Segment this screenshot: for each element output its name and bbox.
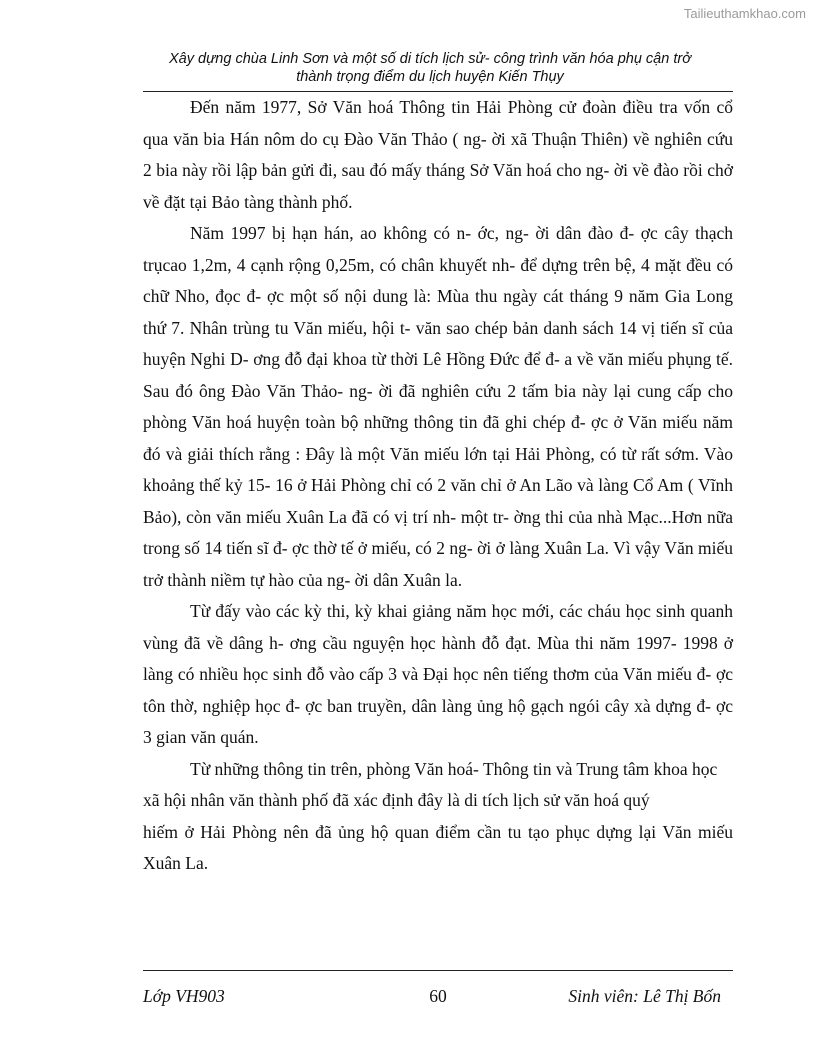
footer-class: Lớp VH903: [143, 986, 225, 1006]
paragraph-1: Đến năm 1977, Sở Văn hoá Thông tin Hải Phòng cử đoàn điều tra vốn cổ qua văn bia Hán nôm do cụ Đào Văn Thảo ( ng- ời xã Thuận Thiên) về nghiên cứu 2 bia này rồi lập bản gửi đi, sau đó mấy tháng Sở Văn hoá cho ng- ời về đào rồi chở về đặt tại Bảo tàng thành phố.: [143, 97, 733, 212]
watermark: Tailieuthamkhao.com: [683, 6, 806, 21]
header-title-line-2: thành trọng điểm du lịch huyện Kiến Thụy: [296, 69, 564, 85]
body-text: [143, 92, 733, 880]
paragraph-4: Từ những thông tin trên, phòng Văn hoá- Thông tin và Trung tâm khoa học xã hội nhân văn thành phố đã xác định đây là di tích lịch sử văn hoá quý: [143, 758, 718, 810]
footer-divider: [143, 970, 733, 971]
page-header: [120, 50, 740, 86]
paragraph-3: Từ đấy vào các kỳ thi, kỳ khai giảng năm học mới, các cháu học sinh quanh vùng đã về dâng h- ơng cầu nguyện học hành đỗ đạt. Mùa thi năm 1997- 1998 ở làng có nhiều học sinh đỗ vào cấp 3 và Đại học nên tiếng thơm của Văn miếu đ- ợc tôn thờ, nghiệp học đ- ợc ban truyền, dân làng ủng hộ gạch ngói cây xà dựng đ- ợc 3 gian văn quán.: [143, 601, 733, 747]
paragraph-2: Năm 1997 bị hạn hán, ao không có n- ớc, ng- ời dân đào đ- ợc cây thạch trụcao 1,2m, 4 cạnh rộng 0,25m, có chân khuyết nh- để dựng trên bệ, 4 mặt đều có chữ Nho, đọc đ- ợc một số nội dung là: Mùa thu ngày cát tháng 9 năm Gia Long thứ 7. Nhân trùng tu Văn miếu, hội t- văn sao chép bản danh sách 14 vị tiến sĩ của huyện Nghi D- ơng đỗ đại khoa từ thời Lê Hồng Đức để đ- a về văn miếu phụng tế. Sau đó ông Đào Văn Thảo- ng- ời đã nghiên cứu 2 tấm bia này lại cung cấp cho phòng Văn hoá huyện toàn bộ những thông tin đã ghi chép đ- ợc ở Văn miếu năm đó và giải thích rằng : Đây là một Văn miếu lớn tại Hải Phòng, có từ rất sớm. Vào khoảng thế kỷ 15- 16 ở Hải Phòng chỉ có 2 văn chỉ ở An Lão và làng Cổ Am ( Vĩnh Bảo), còn văn miếu Xuân La đã có vị trí nh- một tr- ờng thi của nhà Mạc...Hơn nữa trong số 14 tiến sĩ đ- ợc thờ tế ở miếu, có 2 ng- ời ở làng Xuân La. Vì vậy Văn miếu trở thành niềm tự hào của ng- ời dân Xuân la.: [143, 223, 733, 590]
page-number: 60: [429, 986, 447, 1006]
header-title-line-1: Xây dựng chùa Linh Sơn và một số di tích lịch sử- công trình văn hóa phụ cận trở: [169, 51, 691, 67]
paragraph-4-continued: hiếm ở Hải Phòng nên đã ủng hộ quan điểm cần tu tạo phục dựng lại Văn miếu Xuân La.: [143, 821, 733, 873]
footer-student: Sinh viên: Lê Thị Bốn: [568, 986, 721, 1006]
page-footer: [143, 986, 733, 1010]
